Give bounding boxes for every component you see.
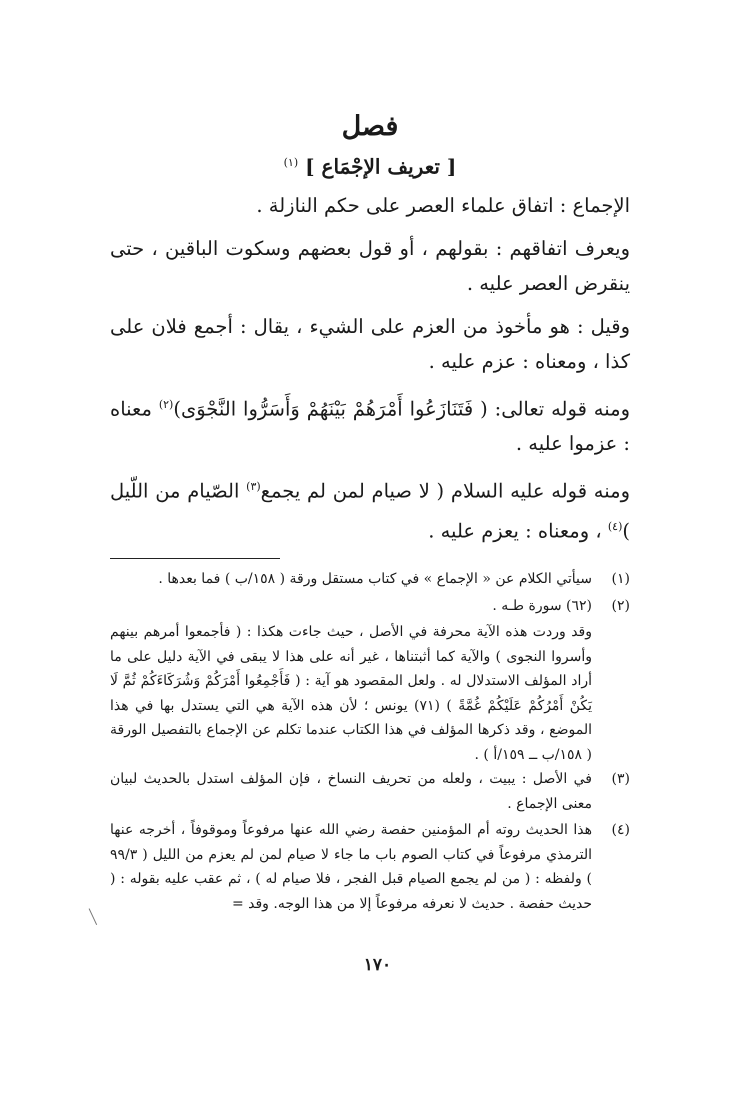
paragraph-text: وقيل : هو مأخوذ من العزم على الشيء ، يقال : أجمع فلان على كذا ، ومعناه : عزم عليه . <box>110 314 630 373</box>
footnote-ref-4: (٤) <box>607 519 623 533</box>
footnote-3 <box>110 767 630 816</box>
footnote-2-continuation: وقد وردت هذه الآية محرفة في الأصل ، حيث جاءت هكذا : ( فأجمعوا أمرهم بينهم وأسروا النجوى ) والآية كما أثبتناها ، غير أنه على هذا لا يبقى في الآية دليل على ما أراد المؤلف الاستدلال له . ولعل المقصود هو آية : ( فَأَجْمِعُوا أَمْرَكُمْ وَشُرَكَاءَكُمْ ثُمَّ لَا يَكُنْ أَمْرُكُمْ عَلَيْكُمْ غُمَّةً ) (٧١) يونس ؛ لأن هذه الآية هي التي يستدل بها في هذا الموضع ، وقد ذكرها المؤلف في هذا الكتاب عندما تكلم عن الإجماع بالتفصيل الورقة ( ١٥٨/ب ــ ١٥٩/أ ) . <box>110 624 592 763</box>
footnote-text: سيأتي الكلام عن « الإجماع » في كتاب مستقل ورقة ( ١٥٨/ب ) فما بعدها . <box>158 571 592 588</box>
paragraph-recognition <box>110 231 630 301</box>
paragraph-etymology <box>110 309 630 379</box>
paragraph-text: الإجماع : اتفاق علماء العصر على حكم النازلة . <box>256 193 630 217</box>
footnote-text: (٦٢) سورة طـه . <box>492 597 592 614</box>
page-content <box>110 110 630 918</box>
footnote-number: (٢) <box>611 597 630 614</box>
paragraph-text: ومنه قوله عليه السلام ( لا صيام لمن لم يجمع <box>260 479 630 503</box>
footnote-number: (١) <box>611 571 630 588</box>
footnote-text: في الأصل : يبيت ، ولعله من تحريف النساخ ، فإن المؤلف استدل بالحديث لبيان معنى الإجماع . <box>110 771 592 812</box>
paragraph-hadith <box>110 469 630 548</box>
footnotes <box>110 567 630 916</box>
section-subheading <box>110 148 630 182</box>
paragraph-text-after2: ، ومعناه : يعزم عليه . <box>428 519 608 543</box>
page-number: ١٧٠ <box>363 955 392 975</box>
footnote-number: (٤) <box>611 822 630 839</box>
footnote-text: هذا الحديث روته أم المؤمنين حفصة رضي الله عنها مرفوعاً وموقوفاً ، أخرجه عنها الترمذي مرفوعاً في كتاب الصوم باب ما جاء لا صيام لمن لم يعزم من الليل ( ٩٩/٣ ) ولفظه : ( من لم يجمع الصيام قبل الفجر ، فلا صيام له ) ، ثم عقب عليه بقوله : ( حديث حفصة . حديث لا نعرفه مرفوعاً إلا من هذا الوجه. وقد = <box>110 822 592 912</box>
footnote-ref-1: (١) <box>283 156 299 169</box>
paragraph-quran-verse <box>110 387 630 462</box>
paragraph-text: ويعرف اتفاقهم : بقولهم ، أو قول بعضهم وسكوت الباقين ، حتى ينقرض العصر عليه . <box>110 236 630 295</box>
footnote-2 <box>110 594 630 619</box>
paragraph-text-after: معناه : عزموا عليه . <box>110 397 630 456</box>
footnote-4 <box>110 818 630 916</box>
footnote-1 <box>110 567 630 592</box>
footnote-ref-2: (٢) <box>158 397 174 411</box>
footnote-ref-3: (٣) <box>246 480 261 494</box>
paragraph-text: ومنه قوله تعالى: ( فَتَنَازَعُوا أَمْرَهُمْ بَيْنَهُمْ وَأَسَرُّوا النَّجْوَى) <box>173 397 631 421</box>
section-heading: فصل <box>341 111 399 142</box>
paragraph-definition <box>110 188 630 223</box>
footnote-number: (٣) <box>611 771 630 788</box>
paragraph-text-after: الصّيام من اللّيل ) <box>110 479 630 543</box>
footnote-separator <box>110 558 280 559</box>
subheading-text: [ تعريف الإجْمَاع ] <box>305 154 457 179</box>
margin-pencil-mark <box>89 905 105 925</box>
